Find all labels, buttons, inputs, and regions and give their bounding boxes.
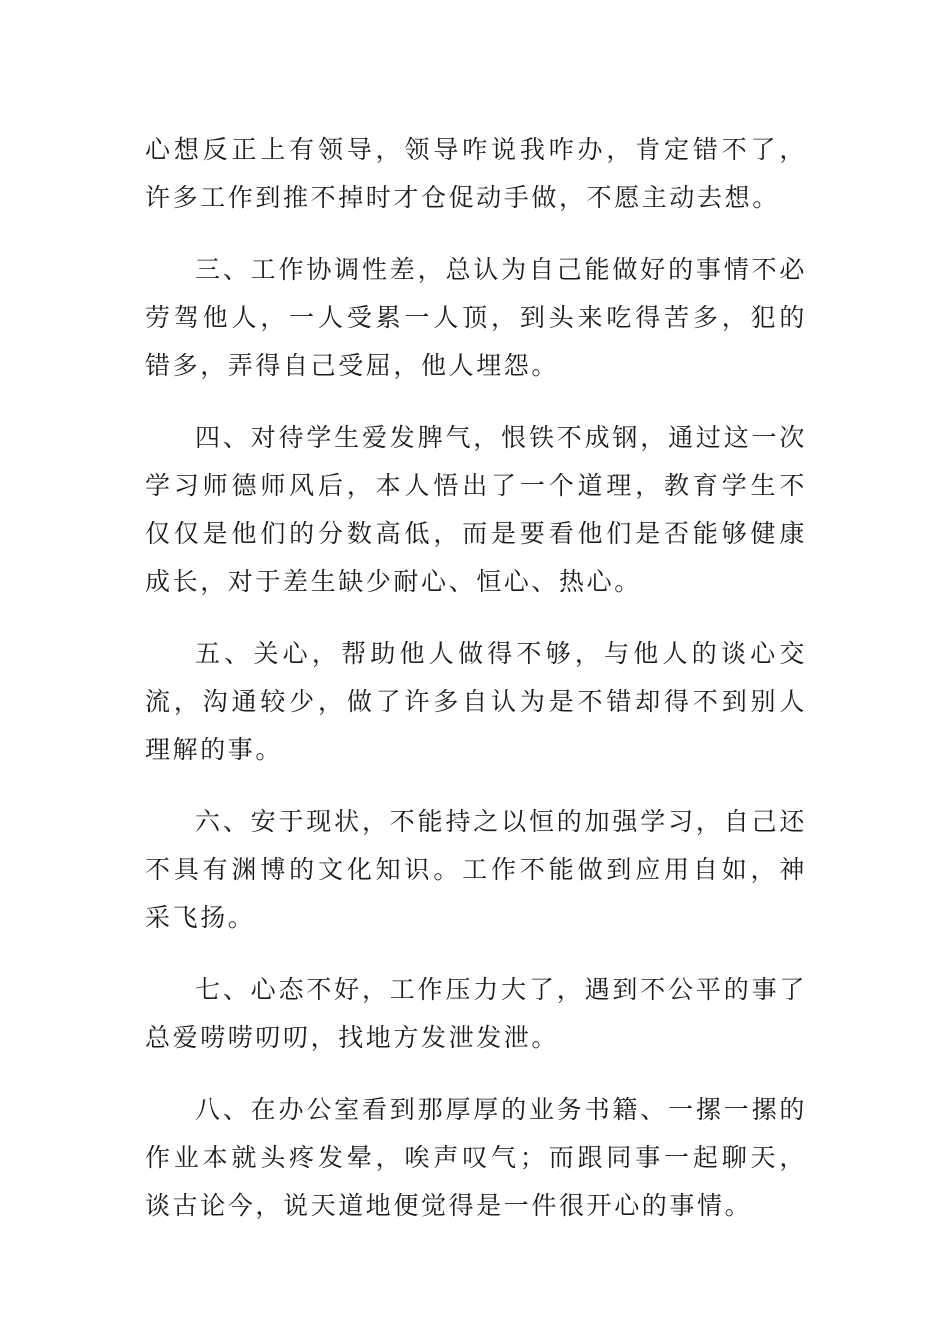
paragraph-item-3: 三、工作协调性差，总认为自己能做好的事情不必劳驾他人，一人受累一人顶，到头来吃得苦多，犯的错多，弄得自己受屈，他人埋怨。 [145,255,807,380]
paragraph-item-4: 四、对待学生爱发脾气，恨铁不成钢，通过这一次学习师德师风后，本人悟出了一个道理，教育学生不仅仅是他们的分数高低，而是要看他们是否能够健康成长，对于差生缺少耐心、恒心、热心。 [145,423,807,596]
paragraph-item-5: 五、关心，帮助他人做得不够，与他人的谈心交流，沟通较少，做了许多自认为是不错却得不到别人理解的事。 [145,639,807,764]
paragraph-item-7: 七、心态不好，工作压力大了，遇到不公平的事了总爱唠唠叨叨，找地方发泄发泄。 [145,975,807,1052]
paragraph-item-6: 六、安于现状，不能持之以恒的加强学习，自己还不具有渊博的文化知识。工作不能做到应用自如，神采飞扬。 [145,807,807,932]
document-body [145,126,807,1254]
paragraph-item-8: 八、在办公室看到那厚厚的业务书籍、一摞一摞的作业本就头疼发晕，唉声叹气；而跟同事一起聊天，谈古论今，说天道地便觉得是一件很开心的事情。 [145,1095,807,1220]
paragraph-continuation: 心想反正上有领导，领导咋说我咋办，肯定错不了，许多工作到推不掉时才仓促动手做，不愿主动去想。 [145,135,807,212]
